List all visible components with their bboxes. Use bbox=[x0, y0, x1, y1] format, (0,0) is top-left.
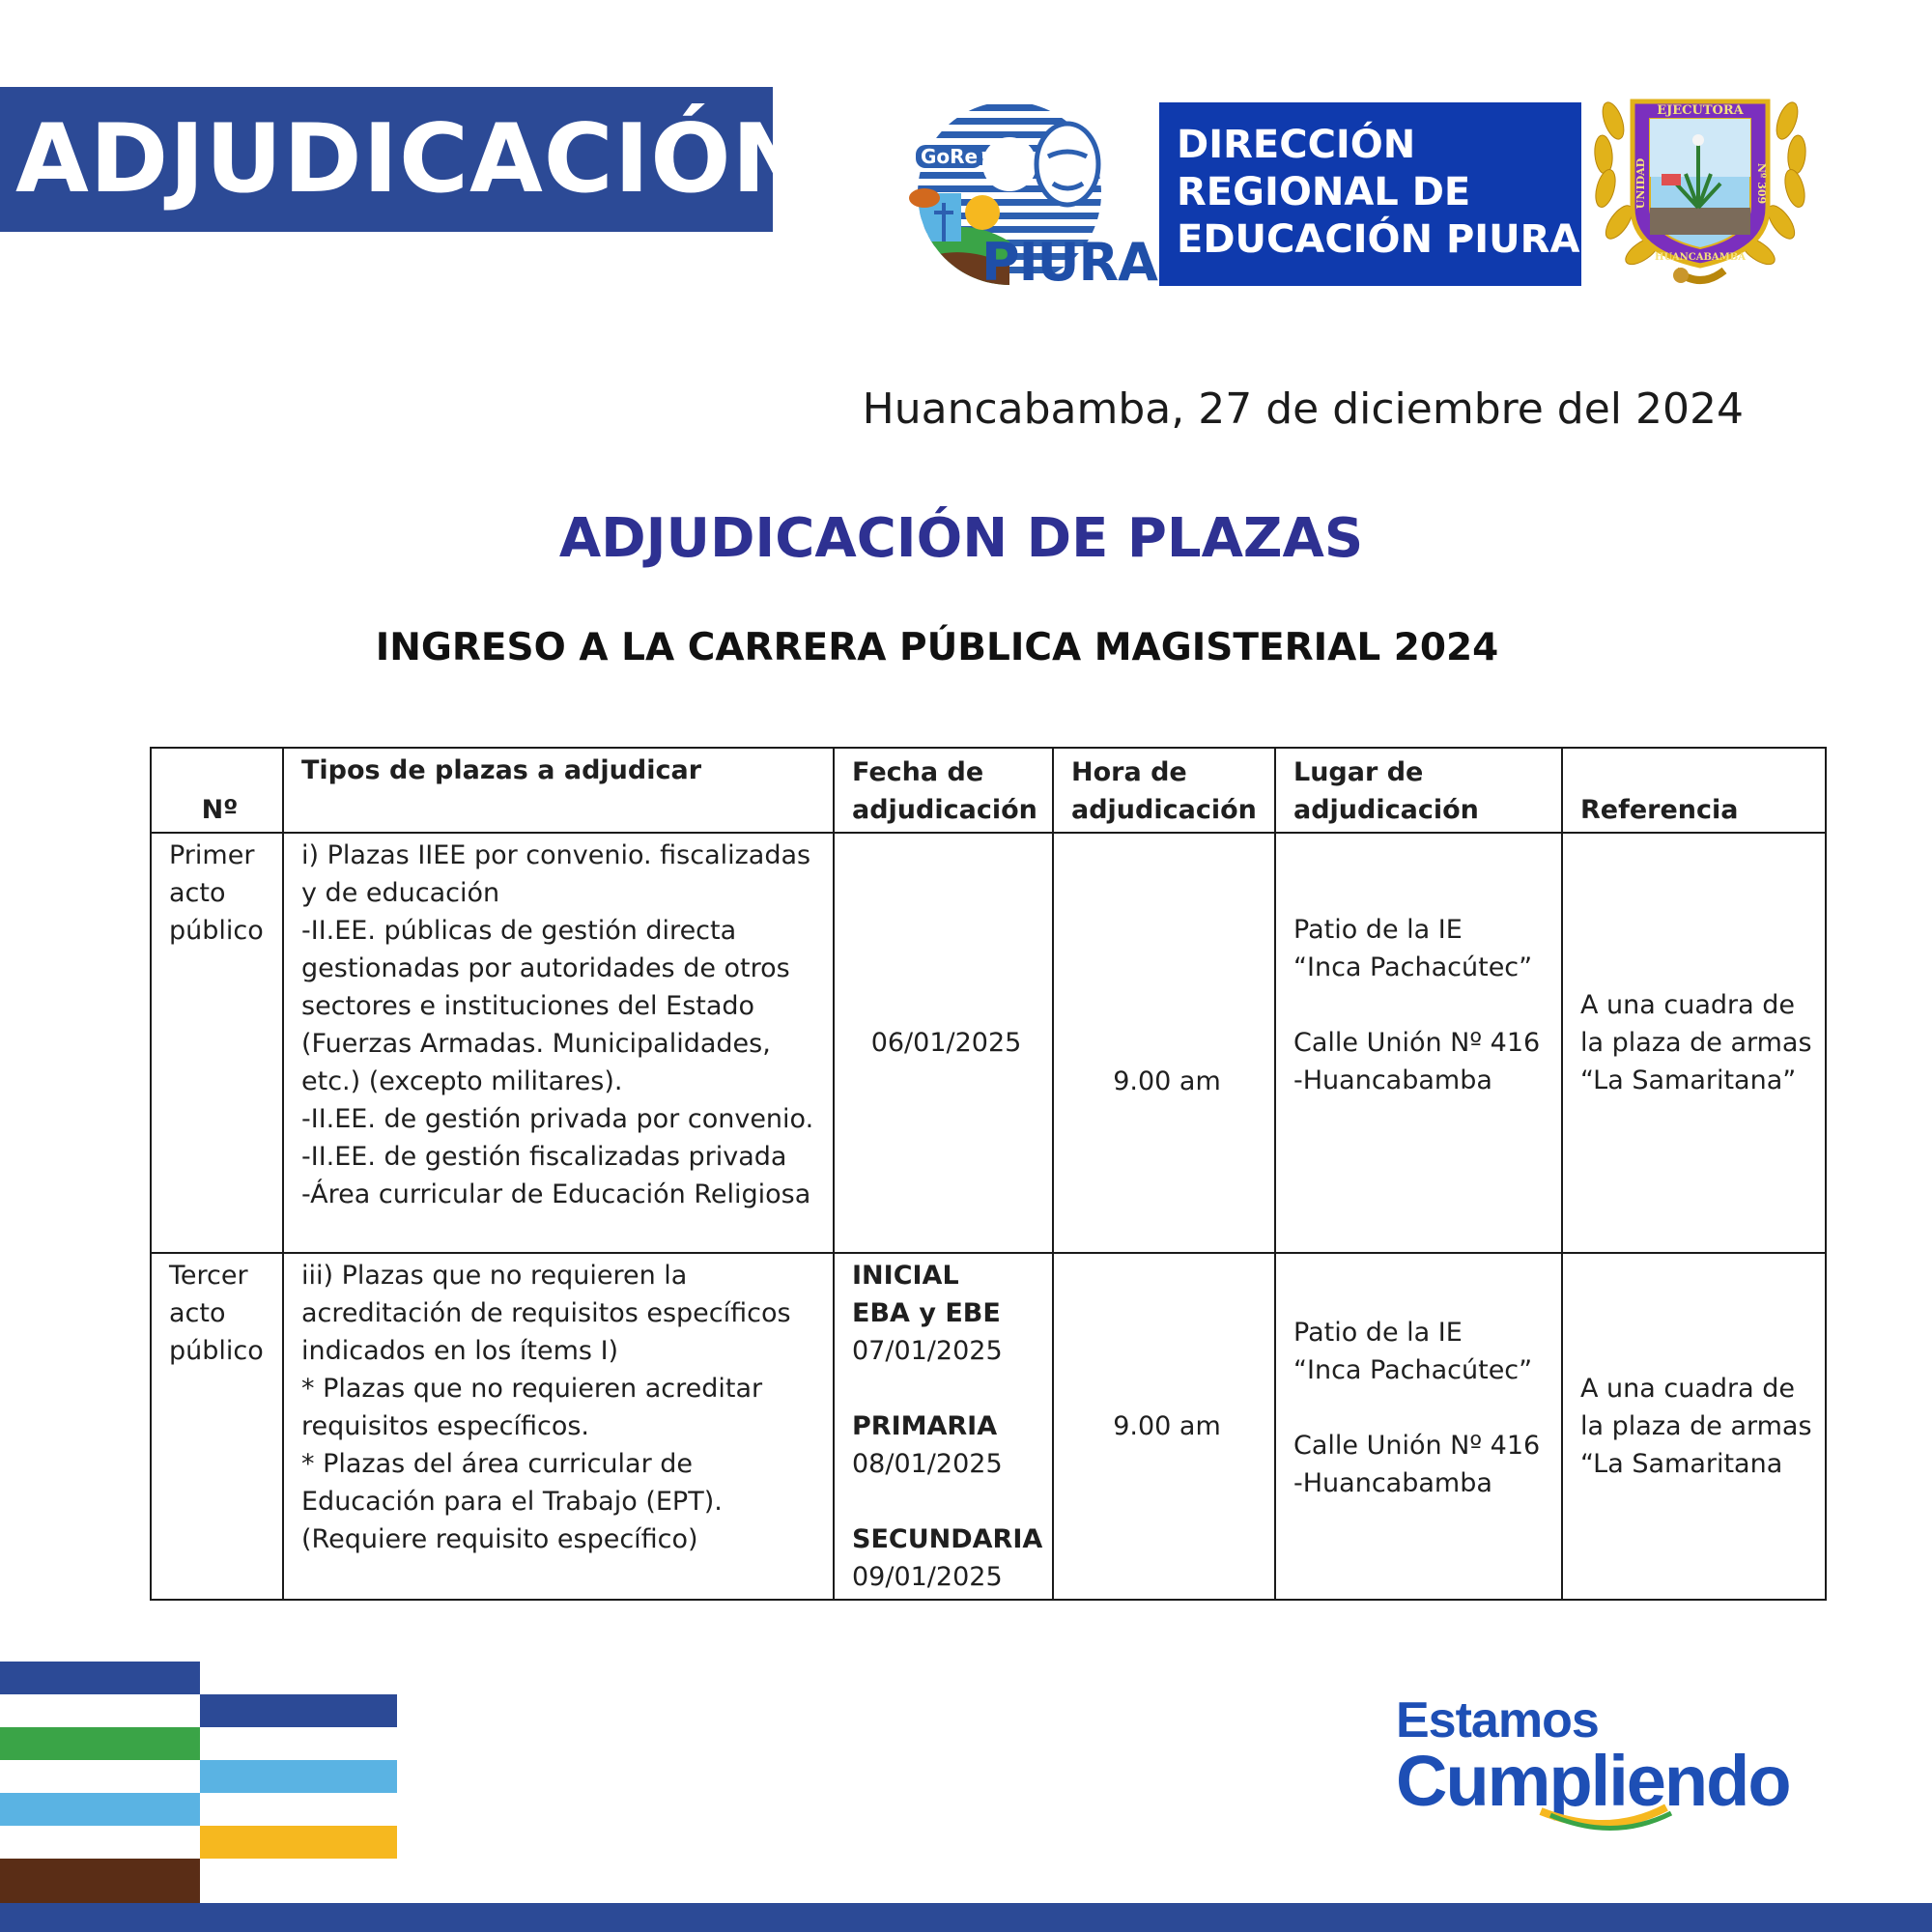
fecha-cell bbox=[834, 1253, 1053, 1600]
footer-stripes bbox=[0, 1662, 406, 1932]
fecha-level-date: 09/01/2025 bbox=[852, 1562, 1003, 1592]
tipos-cell bbox=[283, 1253, 834, 1600]
tipo-item: -II.EE. de gestión fiscalizadas privada bbox=[301, 1142, 787, 1172]
referencia-line: la plaza de armas bbox=[1580, 1028, 1812, 1058]
tipo-item: * Plazas del área curricular de Educación para el Trabajo (EPT). (Requiere requisito específico) bbox=[301, 1449, 723, 1554]
crest-left-text: UNIDAD bbox=[1634, 157, 1647, 210]
referencia-line: A una cuadra de bbox=[1580, 1374, 1796, 1404]
page-title: ADJUDICACIÓN DE PLAZAS bbox=[558, 507, 1364, 570]
lugar-line: Patio de la IE bbox=[1293, 915, 1463, 945]
tipo-item: -II.EE. públicas de gestión directa gestionadas por autoridades de otros sectores e instituciones del Estado (Fuerzas Armadas. Municipalidades, etc.) (excepto militares). bbox=[301, 916, 790, 1096]
lugar-line: Calle Unión Nº 416 bbox=[1293, 1028, 1541, 1058]
fecha-cell bbox=[834, 833, 1053, 1253]
banner-title: ADJUDICACIÓN bbox=[15, 104, 812, 214]
lugar-cell bbox=[1275, 833, 1562, 1253]
act-line: público bbox=[169, 1336, 264, 1366]
header-banner bbox=[0, 87, 812, 232]
hora-cell bbox=[1053, 1253, 1275, 1600]
table-row bbox=[151, 833, 1826, 1253]
lugar-line: “Inca Pachacútec” bbox=[1293, 952, 1533, 982]
fecha-level-label: PRIMARIA bbox=[852, 1411, 998, 1441]
header-hora: Hora de adjudicación bbox=[1053, 748, 1275, 833]
crest-top-text: EJECUTORA bbox=[1657, 103, 1744, 118]
crest-right-text: Nº 309 bbox=[1755, 162, 1768, 205]
tipo-item: i) Plazas IIEE por convenio. fiscalizadas y de educación bbox=[301, 840, 811, 908]
act-line: Tercer bbox=[169, 1261, 248, 1291]
act-line: Primer bbox=[169, 840, 255, 870]
act-cell bbox=[151, 1253, 283, 1600]
tipo-item: iii) Plazas que no requieren la acreditación de requisitos específicos indicados en los ítems I) bbox=[301, 1261, 791, 1366]
table-header-row bbox=[151, 748, 1826, 833]
referencia-line: A una cuadra de bbox=[1580, 990, 1796, 1020]
header-fecha: Fecha de adjudicación bbox=[834, 748, 1053, 833]
referencia-line: la plaza de armas bbox=[1580, 1411, 1812, 1441]
tipos-cell bbox=[283, 833, 834, 1253]
unidad-ejecutora-crest bbox=[1584, 63, 1816, 295]
referencia-line: “La Samaritana bbox=[1580, 1449, 1783, 1479]
lugar-line: Patio de la IE bbox=[1293, 1317, 1463, 1348]
fecha-value: 06/01/2025 bbox=[870, 1028, 1022, 1058]
act-cell bbox=[151, 833, 283, 1253]
page-subtitle: INGRESO A LA CARRERA PÚBLICA MAGISTERIAL 2024 bbox=[375, 626, 1499, 669]
header-no: Nº bbox=[151, 748, 283, 833]
tipo-item: * Plazas que no requieren acreditar requisitos específicos. bbox=[301, 1374, 763, 1441]
referencia-line: “La Samaritana” bbox=[1580, 1065, 1797, 1095]
fecha-level-date: 08/01/2025 bbox=[852, 1449, 1003, 1479]
slogan-line-1: Estamos bbox=[1396, 1692, 1599, 1748]
hora-cell bbox=[1053, 833, 1275, 1253]
crest-bottom-text: HUANCABAMBA bbox=[1655, 252, 1746, 263]
dre-line-2: REGIONAL DE bbox=[1177, 170, 1471, 214]
lugar-line: Calle Unión Nº 416 bbox=[1293, 1430, 1541, 1461]
slogan-line-2: Cumpliendo bbox=[1396, 1741, 1790, 1821]
lugar-line: -Huancabamba bbox=[1293, 1065, 1492, 1095]
lugar-line: -Huancabamba bbox=[1293, 1467, 1492, 1498]
tipo-item: -Área curricular de Educación Religiosa bbox=[301, 1179, 811, 1209]
header-lugar: Lugar de adjudicación bbox=[1275, 748, 1562, 833]
fecha-level-label: SECUNDARIA bbox=[852, 1524, 1043, 1554]
slogan-swoosh bbox=[1396, 1800, 1744, 1838]
act-line: acto bbox=[169, 878, 226, 908]
act-line: público bbox=[169, 916, 264, 946]
header-tipos: Tipos de plazas a adjudicar bbox=[283, 748, 834, 833]
referencia-cell bbox=[1562, 833, 1826, 1253]
document-date: Huancabamba, 27 de diciembre del 2024 bbox=[862, 384, 1744, 434]
tipo-item: -II.EE. de gestión privada por convenio. bbox=[301, 1104, 814, 1134]
piura-logo-text: PIURA bbox=[981, 232, 1157, 293]
header-referencia: Referencia bbox=[1562, 748, 1826, 833]
dre-piura-box bbox=[1159, 102, 1581, 286]
dre-line-1: DIRECCIÓN bbox=[1177, 123, 1416, 167]
hora-value: 9.00 am bbox=[1113, 1066, 1221, 1096]
dre-line-3: EDUCACIÓN PIURA bbox=[1177, 217, 1580, 262]
gore-logo-text: GoRe bbox=[916, 145, 982, 168]
schedule-table bbox=[150, 747, 1827, 1601]
fecha-level-label: EBA y EBE bbox=[852, 1298, 1001, 1328]
fecha-level-label: INICIAL bbox=[852, 1261, 959, 1291]
footer-bar bbox=[0, 1903, 1932, 1932]
lugar-cell bbox=[1275, 1253, 1562, 1600]
fecha-level-date: 07/01/2025 bbox=[852, 1336, 1003, 1366]
act-line: acto bbox=[169, 1298, 226, 1328]
estamos-cumpliendo-logo bbox=[1396, 1692, 1790, 1821]
table-row bbox=[151, 1253, 1826, 1600]
lugar-line: “Inca Pachacútec” bbox=[1293, 1354, 1533, 1385]
referencia-cell bbox=[1562, 1253, 1826, 1600]
hora-value: 9.00 am bbox=[1113, 1411, 1221, 1441]
